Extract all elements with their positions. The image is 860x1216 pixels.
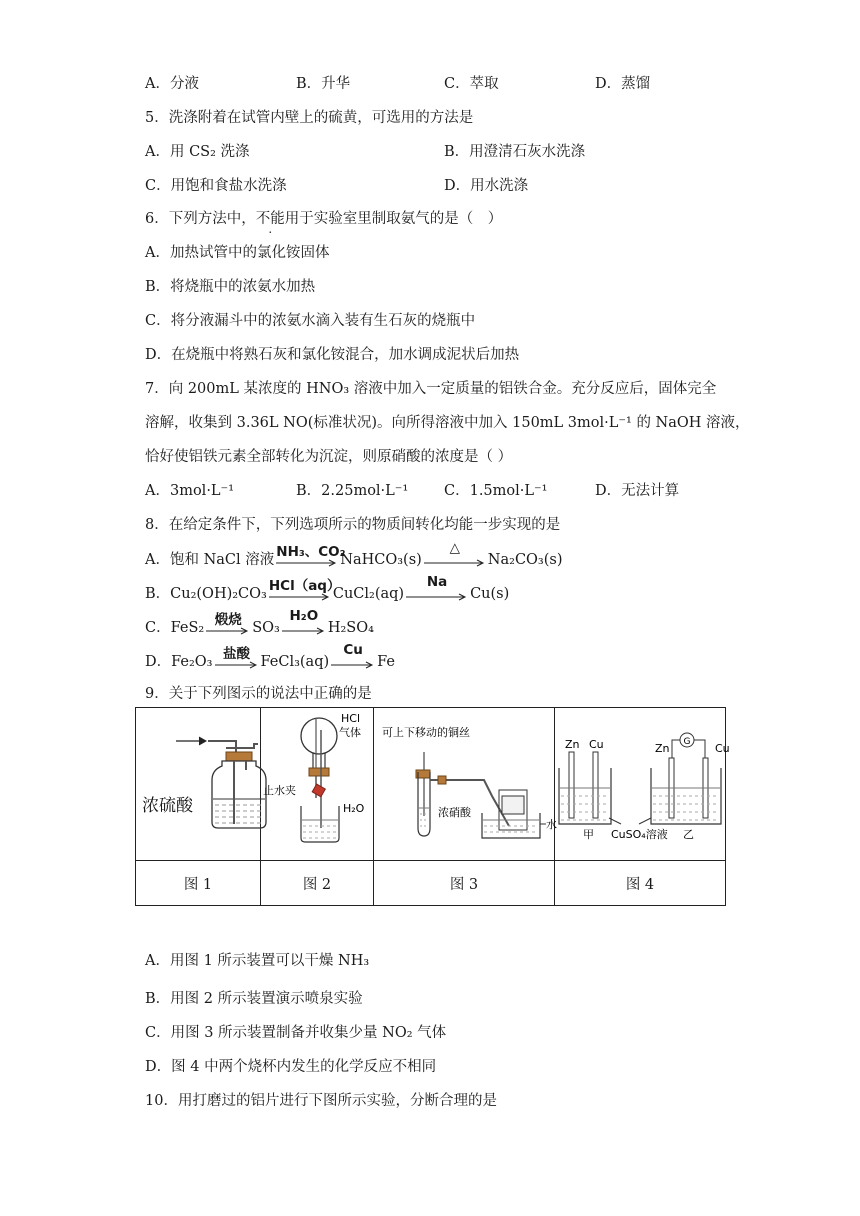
q8d-intermediate: FeCl₃(aq) xyxy=(260,654,330,670)
q4-option-b: B．升华 xyxy=(296,76,351,92)
right-arrow-icon xyxy=(282,628,326,634)
q8a-product: Na₂CO₃(s) xyxy=(487,552,563,568)
q8b-intermediate: CuCl₂(aq) xyxy=(332,586,405,602)
q9-option-b: B．用图 2 所示装置演示喷泉实验 xyxy=(145,991,363,1007)
fig4-label-g: G xyxy=(683,737,691,747)
q6-stem xyxy=(145,207,502,228)
q9-option-c: C．用图 3 所示装置制备并收集少量 NO₂ 气体 xyxy=(145,1025,447,1041)
q5-stem: 5．洗涤附着在试管内壁上的硫黄，可选用的方法是 xyxy=(145,110,474,126)
fig4-label-cu-2: Cu xyxy=(715,742,730,755)
right-arrow-icon xyxy=(269,594,331,600)
galvanic-cell-diagram xyxy=(555,708,730,856)
q8d-arrow-2 xyxy=(331,642,375,670)
fig3-label-conc-hno3: 浓硝酸 xyxy=(438,806,471,819)
fig2-label-clamp: 止水夹 xyxy=(263,784,296,797)
q8c-product: H₂SO₄ xyxy=(327,620,374,636)
fig4-label-cuso4: CuSO₄溶液 xyxy=(611,828,668,841)
right-arrow-icon xyxy=(206,628,250,634)
right-arrow-icon xyxy=(276,560,338,566)
q10-stem: 10．用打磨过的铝片进行下图所示实验，分断合理的是 xyxy=(145,1093,497,1109)
q6-option-d: D．在烧瓶中将熟石灰和氯化铵混合，加水调成泥状后加热 xyxy=(145,347,520,363)
fig2-label-gas: 气体 xyxy=(339,726,361,739)
q7-option-d: D．无法计算 xyxy=(595,483,680,499)
q6-stem-pre: 6．下列方法中， xyxy=(145,211,256,227)
fig2-label-hcl: HCl xyxy=(341,712,361,725)
q8-stem: 8．在给定条件下，下列选项所示的物质间转化均能一步实现的是 xyxy=(145,517,561,533)
figure-4-cell xyxy=(555,708,730,861)
q4-option-a: A．分液 xyxy=(145,76,199,92)
fig2-label-water: H₂O xyxy=(343,802,365,815)
figure-2-caption: 图 2 xyxy=(261,861,374,906)
q4-option-c: C．萃取 xyxy=(444,76,499,92)
figure-1-caption: 图 1 xyxy=(136,861,261,906)
fig3-label-copper-wire: 可上下移动的铜丝 xyxy=(382,726,470,739)
fig4-label-zn-1: Zn xyxy=(565,738,580,751)
q8a-intermediate: NaHCO₃(s) xyxy=(340,552,422,568)
fig4-label-cu-1: Cu xyxy=(589,738,604,751)
figure-3-cell xyxy=(374,708,555,861)
q8d-arrow-1-label: 盐酸 xyxy=(223,646,250,662)
q7-option-c: C．1.5mol·L⁻¹ xyxy=(444,483,548,499)
q9-option-a: A．用图 1 所示装置可以干燥 NH₃ xyxy=(145,953,370,969)
fountain-experiment-diagram xyxy=(261,708,373,856)
q8a-arrow-1-label: NH₃、CO₂ xyxy=(276,544,346,560)
q6-option-a: A．加热试管中的氯化铵固体 xyxy=(145,245,330,261)
q8-option-c xyxy=(145,608,374,637)
q4-option-d: D．蒸馏 xyxy=(595,76,651,92)
right-arrow-icon xyxy=(424,560,486,566)
q8c-intermediate: SO₃ xyxy=(252,620,280,636)
q8c-arrow-1 xyxy=(206,614,250,636)
q8c-arrow-2 xyxy=(282,608,326,636)
gas-washing-bottle-diagram xyxy=(136,708,260,856)
q8b-arrow-2 xyxy=(406,574,468,602)
q8d-arrow-1 xyxy=(215,648,259,670)
q6-option-b: B．将烧瓶中的浓氨水加热 xyxy=(145,279,316,295)
q8d-reactant: D．Fe₂O₃ xyxy=(145,654,213,670)
q7-line-1: 7．向 200mL 某浓度的 HNO₃ 溶液中加入一定质量的铝铁合金。充分反应后，固体完全 xyxy=(145,381,717,397)
q8b-arrow-1-label: HCl（aq） xyxy=(268,578,341,594)
q7-option-b: B．2.25mol·L⁻¹ xyxy=(296,483,409,499)
q8b-arrow-1 xyxy=(268,578,341,602)
q8c-reactant: C．FeS₂ xyxy=(145,620,205,636)
fig4-label-yi: 乙 xyxy=(683,828,694,841)
figure-4-caption: 图 4 xyxy=(555,861,726,906)
q5-option-c: C．用饱和食盐水洗涤 xyxy=(145,178,287,194)
q8-option-d xyxy=(145,642,395,671)
q6-stem-emphasis: 不能 xyxy=(255,211,285,227)
q8a-arrow-2-label: △ xyxy=(449,540,460,556)
q8-option-a xyxy=(145,540,563,569)
q8-option-b xyxy=(145,574,510,603)
right-arrow-icon xyxy=(406,594,468,600)
fig4-label-zn-2: Zn xyxy=(655,742,670,755)
figure-1-cell xyxy=(136,708,261,861)
q9-option-d: D．图 4 中两个烧杯内发生的化学反应不相同 xyxy=(145,1059,437,1075)
no2-preparation-diagram xyxy=(374,708,557,856)
q8b-product: Cu(s) xyxy=(470,586,510,602)
right-arrow-icon xyxy=(331,662,375,668)
fig1-label-conc-h2so4: 浓硫酸 xyxy=(142,796,193,816)
q9-figure-table xyxy=(135,707,730,906)
q8a-reactant: A．饱和 NaCl 溶液 xyxy=(145,552,275,568)
q5-option-d: D．用水洗涤 xyxy=(444,178,529,194)
q8c-arrow-1-label: 煅烧 xyxy=(214,612,242,628)
right-arrow-icon xyxy=(215,662,259,668)
fig3-label-water: 水 xyxy=(546,818,557,831)
q8c-arrow-2-label: H₂O xyxy=(289,608,319,624)
q8d-product: Fe xyxy=(377,654,395,670)
q5-option-b: B．用澄清石灰水洗涤 xyxy=(444,144,586,160)
figure-2-cell xyxy=(261,708,374,861)
q8b-reactant: B．Cu₂(OH)₂CO₃ xyxy=(145,586,267,602)
q6-option-c: C．将分液漏斗中的浓氨水滴入装有生石灰的烧瓶中 xyxy=(145,313,476,329)
q7-line-3: 恰好使铝铁元素全部转化为沉淀，则原硝酸的浓度是（ ） xyxy=(145,449,513,465)
fig4-label-jia: 甲 xyxy=(583,828,594,841)
q7-option-a: A．3mol·L⁻¹ xyxy=(145,483,235,499)
q8d-arrow-2-label: Cu xyxy=(343,642,363,658)
q9-stem: 9．关于下列图示的说法中正确的是 xyxy=(145,686,372,702)
q8a-arrow-2 xyxy=(424,540,486,568)
q8a-arrow-1 xyxy=(276,544,346,568)
q7-line-2: 溶解，收集到 3.36L NO(标准状况)。向所得溶液中加入 150mL 3mol·L⁻¹ 的 NaOH 溶液， xyxy=(145,415,750,431)
q6-stem-post: 用于实验室里制取氨气的是（ ） xyxy=(284,211,503,227)
q5-option-a: A．用 CS₂ 洗涤 xyxy=(145,144,250,160)
q8b-arrow-2-label: Na xyxy=(426,574,448,590)
figure-3-caption: 图 3 xyxy=(374,861,555,906)
